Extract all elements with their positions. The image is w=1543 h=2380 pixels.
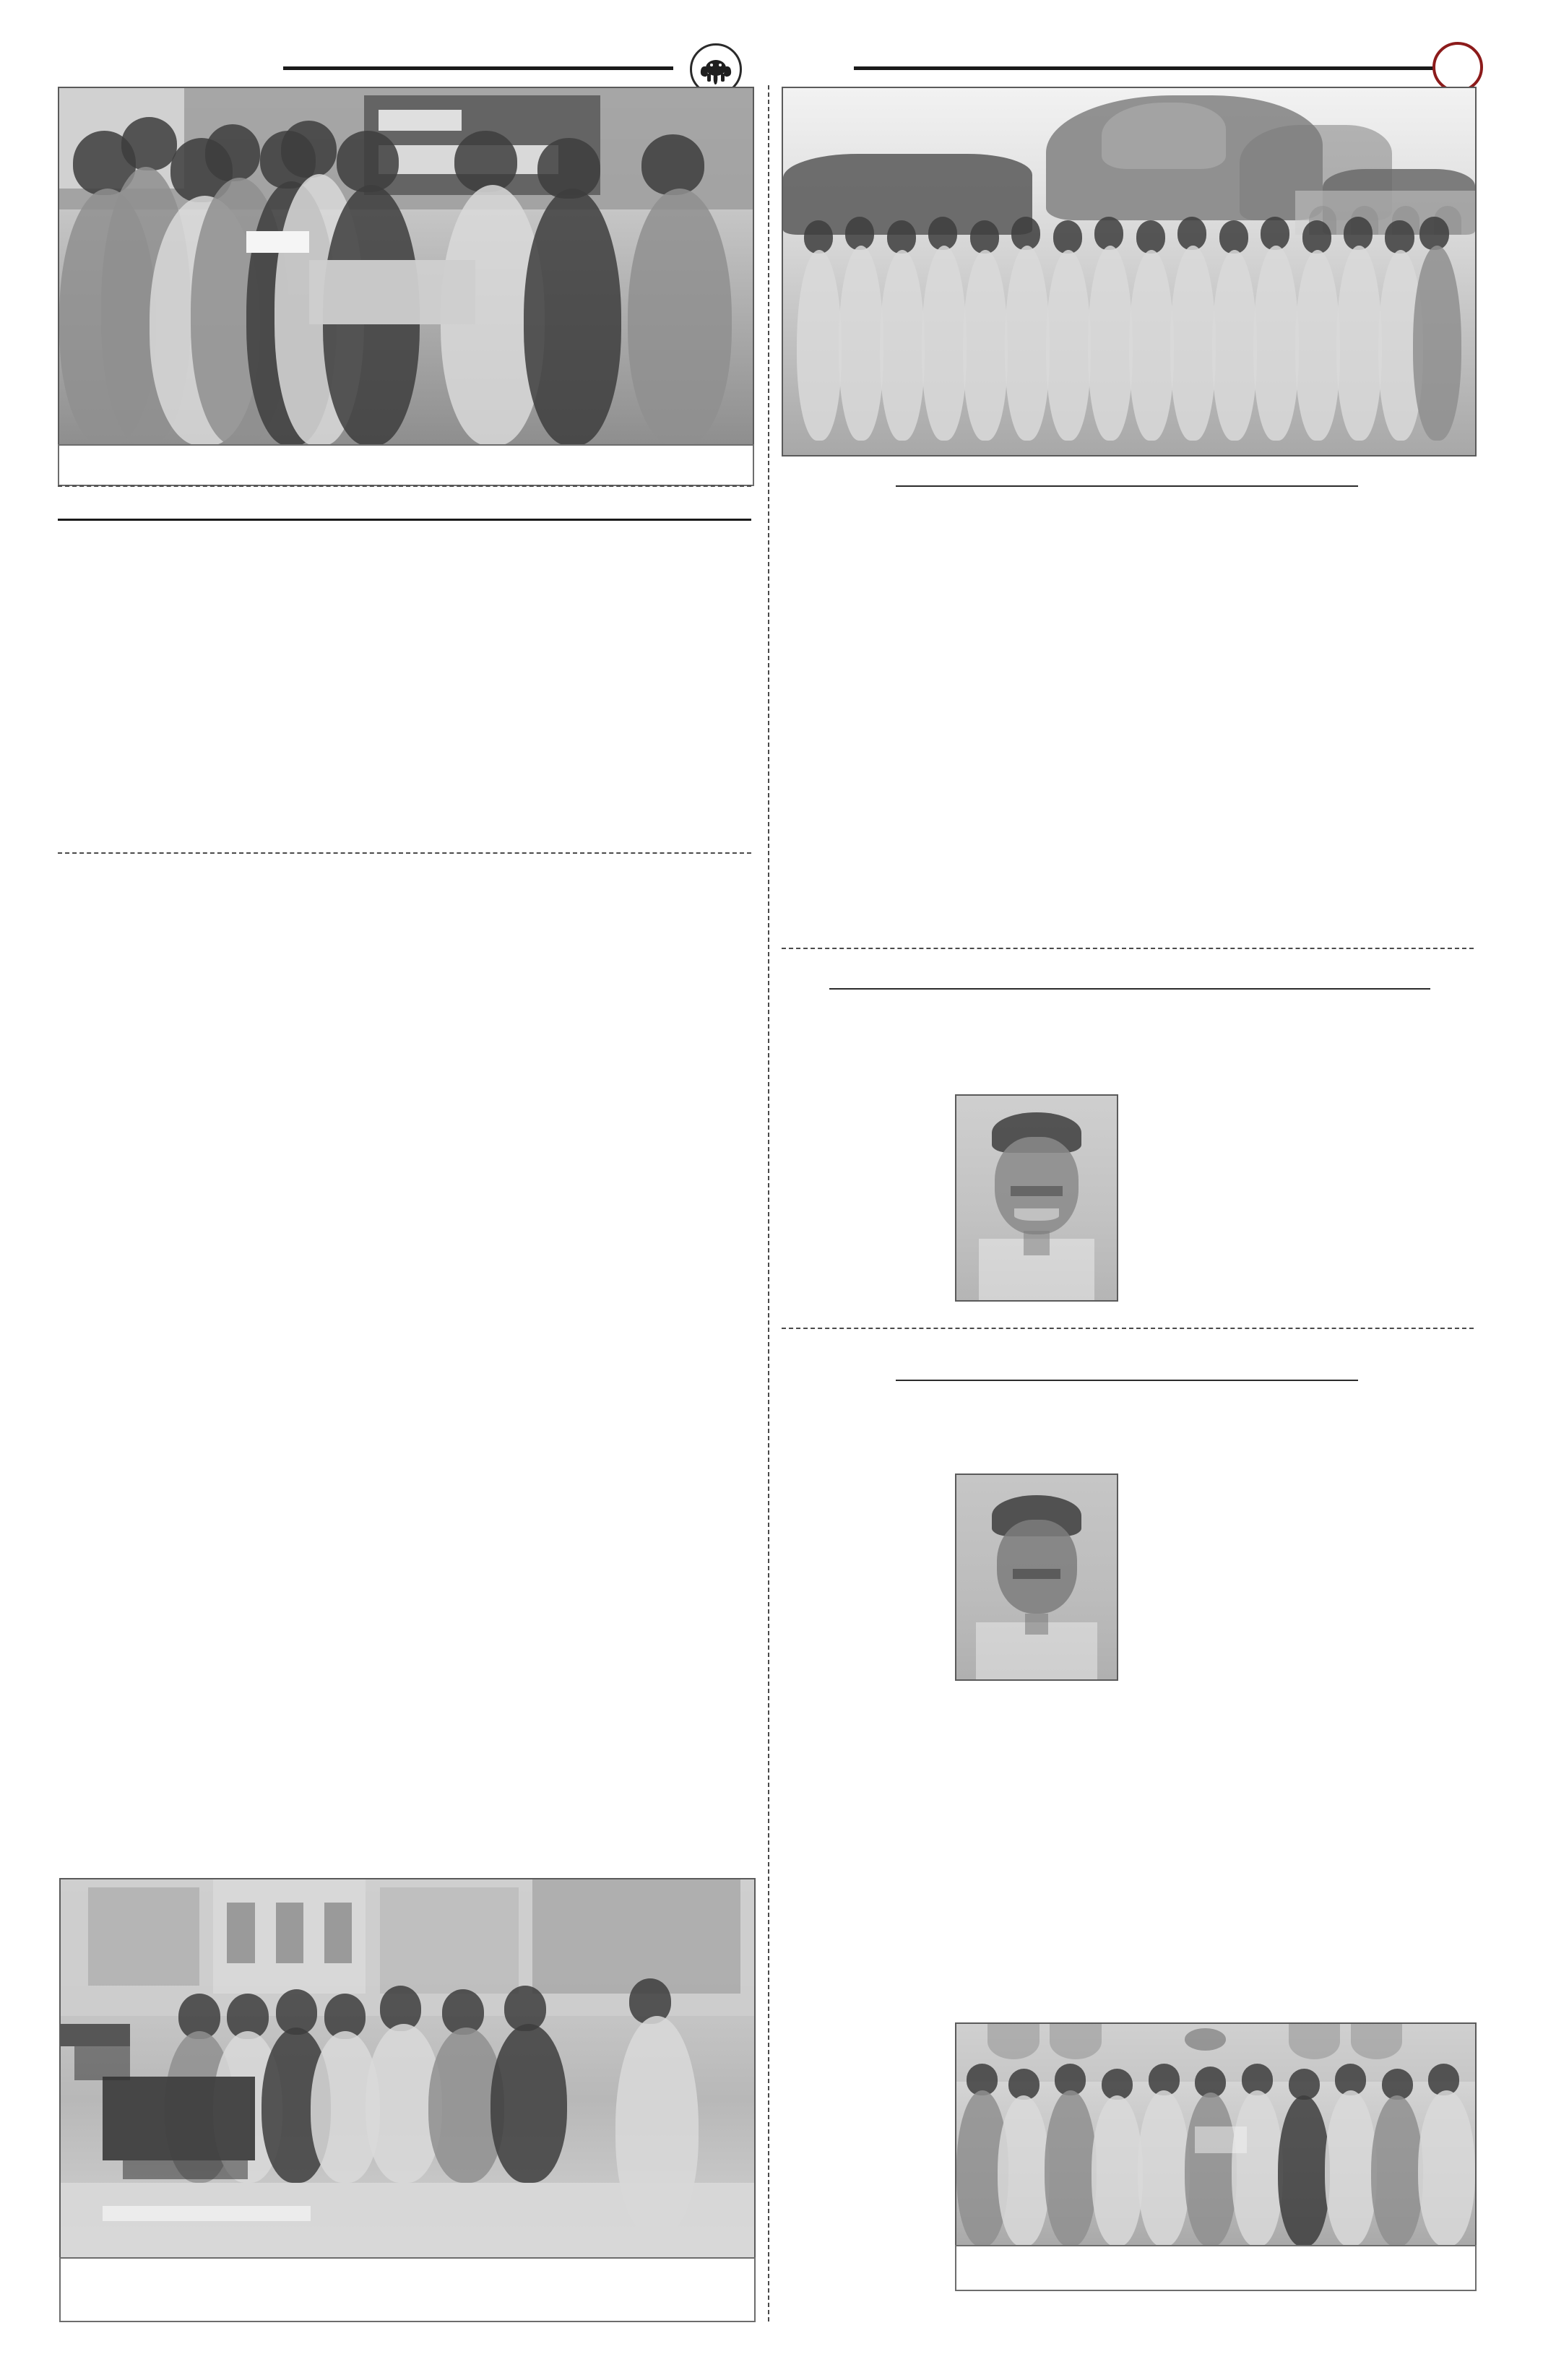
photo-flood-pump xyxy=(59,1878,756,2260)
separator-left-2 xyxy=(58,852,751,854)
photo-award-ceremony-caption-box xyxy=(58,444,754,486)
rule-left-head xyxy=(58,519,751,521)
rule-right-head-1 xyxy=(896,485,1358,487)
photo-portrait-one xyxy=(955,1094,1118,1302)
photo-award-ceremony xyxy=(58,87,754,447)
separator-left-1 xyxy=(58,485,751,487)
masthead-rule-right xyxy=(854,66,1439,70)
photo-flood-pump-caption-box xyxy=(59,2257,756,2322)
circle-mark xyxy=(1432,42,1483,92)
photo-portrait-two xyxy=(955,1474,1118,1681)
separator-right-2 xyxy=(782,1328,1474,1329)
rule-right-head-3 xyxy=(896,1380,1358,1381)
photo-function-stage-caption-box xyxy=(955,2245,1477,2291)
masthead-rule-left xyxy=(283,66,673,70)
separator-right-1 xyxy=(782,948,1474,949)
photo-function-stage xyxy=(955,2022,1477,2248)
rule-right-head-2 xyxy=(829,988,1430,990)
photo-group-hill xyxy=(782,87,1477,456)
column-divider xyxy=(768,85,769,2321)
